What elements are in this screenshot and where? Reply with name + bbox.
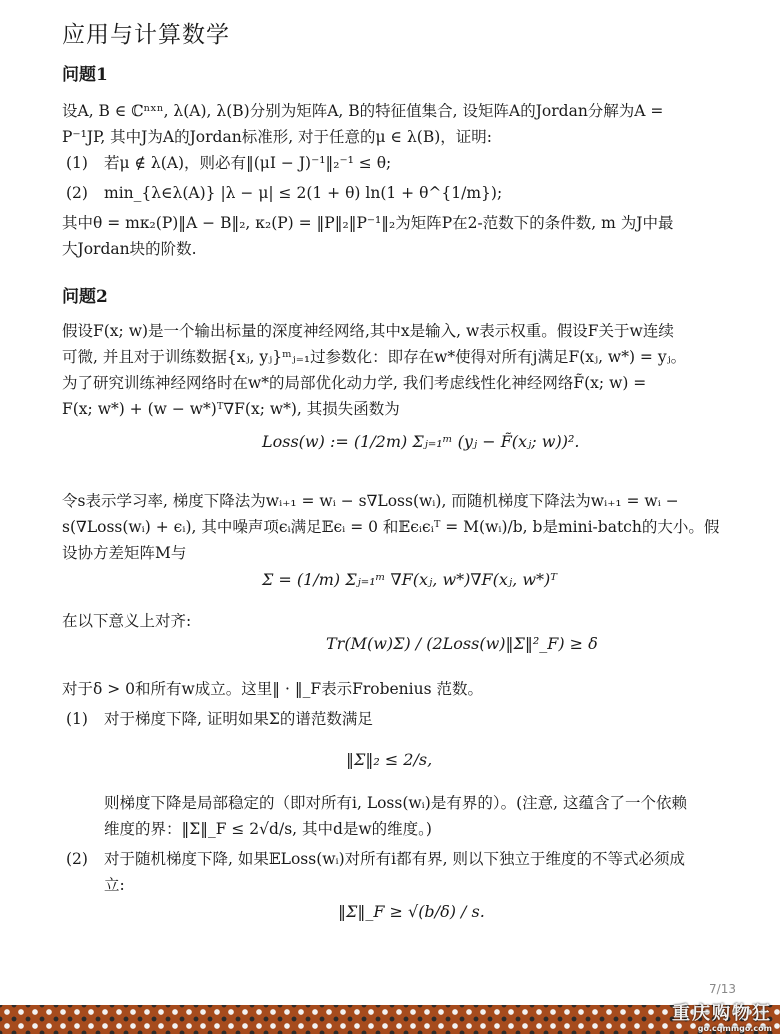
q1-heading: 问题1 — [62, 65, 108, 85]
q2-heading: 问题2 — [62, 287, 108, 307]
q1-item1 — [66, 150, 716, 176]
q2-para2-line3: 设协方差矩阵M与 — [62, 544, 187, 562]
q1-where-line1: 其中θ = mκ₂(P)‖A − B‖₂, κ₂(P) = ‖P‖₂‖P⁻¹‖₂为矩阵P在2-范数下的条件数, m 为J中最 — [62, 214, 674, 232]
spectral-norm-equation: ‖Σ‖₂ ≤ 2/s, — [346, 750, 433, 769]
decorative-polka-dot-strip — [0, 1005, 780, 1034]
loss-equation: Loss(w) := (1/2m) Σⱼ₌₁ᵐ (yⱼ − F̃(xⱼ; w))². — [262, 432, 580, 451]
q2-item2-text: 对于随机梯度下降, 如果𝔼Loss(wᵢ)对所有i都有界, 则以下独立于维度的不等式必须成 — [104, 850, 685, 868]
q2-item1 — [66, 706, 716, 732]
q2-para1-line4: F(x; w*) + (w − w*)ᵀ∇F(x; w*), 其损失函数为 — [62, 400, 400, 418]
page-title: 应用与计算数学 — [62, 22, 230, 48]
frobenius-bound-equation: ‖Σ‖_F ≥ √(b/δ) / s. — [338, 902, 485, 921]
q2-item1-number: (1) — [66, 710, 88, 728]
q2-para1-line3: 为了研究训练神经网络时在w*的局部优化动力学, 我们考虑线性化神经网络F̃(x; w) = — [62, 374, 647, 392]
watermark-url: go.cqmmgo.com — [697, 1024, 772, 1033]
alignment-equation: Tr(M(w)Σ) / (2Loss(w)‖Σ‖²_F) ≥ δ — [326, 634, 598, 653]
q2-para2-line1: 令s表示学习率, 梯度下降法为wᵢ₊₁ = wᵢ − s∇Loss(wᵢ), 而随机梯度下降法为wᵢ₊₁ = wᵢ − — [62, 492, 679, 510]
holds-text: 对于δ > 0和所有w成立。这里‖ · ‖_F表示Frobenius 范数。 — [62, 680, 483, 698]
q2-item2-number: (2) — [66, 850, 88, 868]
q2-item1-conclusion-line1: 则梯度下降是局部稳定的（即对所有i, Loss(wᵢ)是有界的）。(注意, 这蕴含了一个依赖 — [104, 794, 687, 812]
q2-item2 — [66, 846, 716, 872]
q2-item1-conclusion-line2: 维度的界：‖Σ‖_F ≤ 2√d/s, 其中d是w的维度。) — [104, 820, 432, 838]
q1-item2 — [66, 180, 716, 206]
watermark-brand: 重庆购物狂 — [672, 1003, 772, 1024]
align-text: 在以下意义上对齐: — [62, 612, 192, 630]
q2-para1-line2: 可微, 并且对于训练数据{xⱼ, yⱼ}ᵐⱼ₌₁过参数化：即存在w*使得对所有j满足F(xⱼ, w*) = yⱼ。 — [62, 348, 687, 366]
q1-intro-line1: 设A, B ∈ ℂⁿˣⁿ, λ(A), λ(B)分别为矩阵A, B的特征值集合, 设矩阵A的Jordan分解为A = — [62, 102, 664, 120]
q1-item1-text: 若μ ∉ λ(A)，则必有‖(μI − J)⁻¹‖₂⁻¹ ≤ θ; — [104, 154, 392, 172]
q2-item1-text: 对于梯度下降, 证明如果Σ的谱范数满足 — [104, 710, 373, 728]
q2-item2-line2: 立: — [104, 876, 125, 894]
watermark — [672, 1004, 772, 1033]
q1-item1-number: (1) — [66, 154, 88, 172]
sigma-equation: Σ = (1/m) Σⱼ₌₁ᵐ ∇F(xⱼ, w*)∇F(xⱼ, w*)ᵀ — [262, 570, 557, 589]
q1-where-line2: 大Jordan块的阶数. — [62, 240, 197, 258]
q1-intro-line2: P⁻¹JP, 其中J为A的Jordan标准形, 对于任意的μ ∈ λ(B)，证明: — [62, 128, 492, 146]
q1-item2-text: min_{λ∈λ(A)} |λ − μ| ≤ 2(1 + θ) ln(1 + θ^{1/m}); — [104, 184, 503, 202]
q2-para1-line1: 假设F(x; w)是一个输出标量的深度神经网络,其中x是输入, w表示权重。假设F关于w连续 — [62, 322, 674, 340]
q1-item2-number: (2) — [66, 184, 88, 202]
page-number: 7/13 — [709, 982, 736, 996]
q2-para2-line2: s(∇Loss(wᵢ) + ϵᵢ), 其中噪声项ϵᵢ满足𝔼ϵᵢ = 0 和𝔼ϵᵢϵᵢᵀ = M(wᵢ)/b, b是mini-batch的大小。假 — [62, 518, 720, 536]
